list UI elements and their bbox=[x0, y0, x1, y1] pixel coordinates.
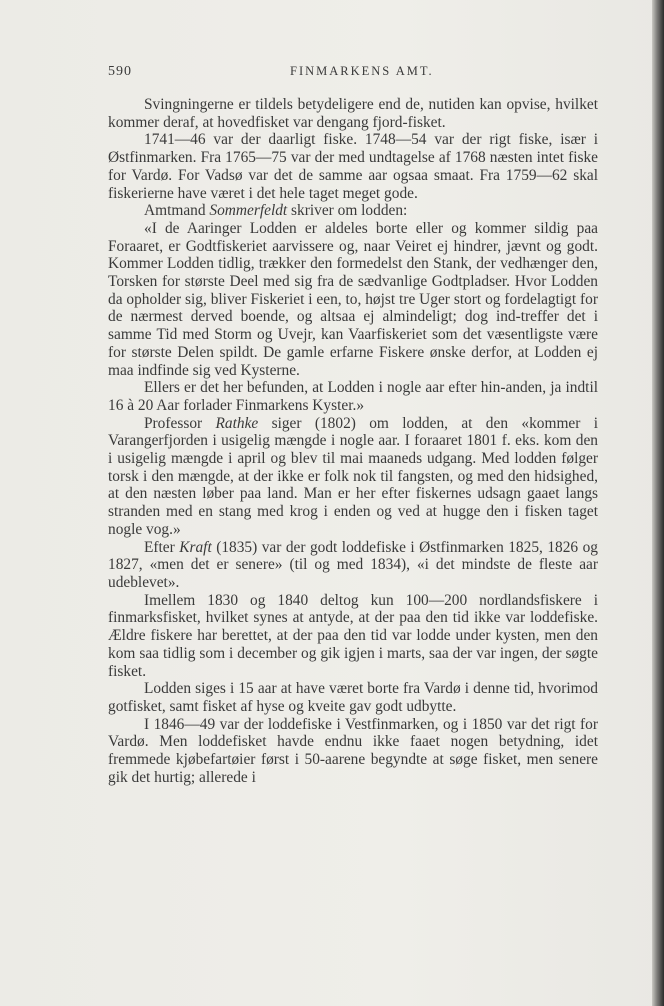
author-name: Rathke bbox=[215, 414, 259, 432]
running-title: FINMARKENS AMT. bbox=[290, 64, 434, 78]
paragraph: Svingningerne er tildels betydeligere end de, nutiden kan opvise, hvilket kommer deraf, at hovedfisket var dengang fjord-fisket. bbox=[108, 96, 598, 131]
quote-paragraph: Ellers er det her befunden, at Lodden i nogle aar efter hin-anden, ja indtil 16 à 20 Aar forlader Finmarkens Kyster.» bbox=[108, 379, 598, 414]
author-name: Sommerfeldt bbox=[209, 202, 288, 220]
quote-paragraph: «I de Aaringer Lodden er aldeles borte eller og kommer sildig paa Foraaret, er Godtfiskeriet aarvissere og, naar Veiret ej hindrer, jævnt og godt. Kommer Lodden tidlig, trækker den formedelst den Stank, der vedhænger den, Torsken for største Deel med sig fra de sædvanlige Godtpladser. Hvor Lodden da opholder sig, bliver Fiskeriet i een, to, højst tre Uger stort og fordelagtigt for de nærmest derved boende, og altsaa ej almindeligt; dog ind-treffer det i samme Tid med Storm og Uvejr, kan Vaarfiskeriet som det væsentligste være for største Delen spildt. De gamle erfarne Fiskere ønske derfor, at Lodden ej maa indfinde sig ved Kysterne. bbox=[108, 219, 598, 379]
book-spine-shadow bbox=[652, 0, 664, 1006]
paragraph-sommerfeldt: Amtmand Sommerfeldt skriver om lodden: bbox=[144, 202, 408, 220]
author-name: Kraft bbox=[179, 538, 212, 556]
page-header bbox=[0, 64, 664, 84]
paragraph: Imellem 1830 og 1840 deltog kun 100—200 nordlandsfiskere i finmarksfisket, hvilket synes at antyde, at der paa den tid ikke var loddefiske. Ældre fiskere har berettet, at der paa den tid var lodde under kysten, men den kom saa tidlig som i december og gik igjen i marts, saa der var ingen, der søgte fisket. bbox=[108, 591, 598, 680]
paragraph: I 1846—49 var der loddefiske i Vestfinmarken, og i 1850 var det rigt for Vardø. Men loddefisket havde endnu ikke faaet nogen betydning, idet fremmede kjøbefartøier først i 50-aarene begyndte at søge fisket, men senere gik det hurtig; allerede i bbox=[108, 715, 598, 786]
paragraph-rathke: Professor Rathke siger (1802) om lodden, at den «kommer i Varangerfjorden i usigelig mængde i nogle aar. I foraaret 1801 f. eks. kom den i usigelig mængde i april og blev til mai maaneds udgang. Med lodden følger torsk i den mængde, at der ikke er folk nok til fangsten, og med den hidsighed, at den næsten løber paa land. Man er her efter fiskernes udsagn gaaet langs stranden med en stang med krog i enden og ved at hugge den i fisken taget nogle vog.» bbox=[108, 414, 598, 538]
page-number: 590 bbox=[108, 64, 132, 79]
paragraph: Lodden siges i 15 aar at have været borte fra Vardø i denne tid, hvorimod gotfisket, samt fisket af hyse og kveite gav godt udbytte. bbox=[108, 680, 598, 715]
body-text bbox=[108, 96, 598, 786]
paragraph: 1741—46 var der daarligt fiske. 1748—54 var der rigt fiske, især i Østfinmarken. Fra 1765—75 var der med undtagelse af 1768 næsten intet fiske for Vardø. For Vadsø var det de samme aar ogsaa smaat. Fra 1759—62 skal fiskerierne have været i det hele taget meget gode. bbox=[108, 131, 598, 202]
paragraph-kraft: Efter Kraft (1835) var der godt loddefiske i Østfinmarken 1825, 1826 og 1827, «men det er senere» (til og med 1834), «i det mindste de fleste aar udeblevet». bbox=[108, 538, 598, 591]
